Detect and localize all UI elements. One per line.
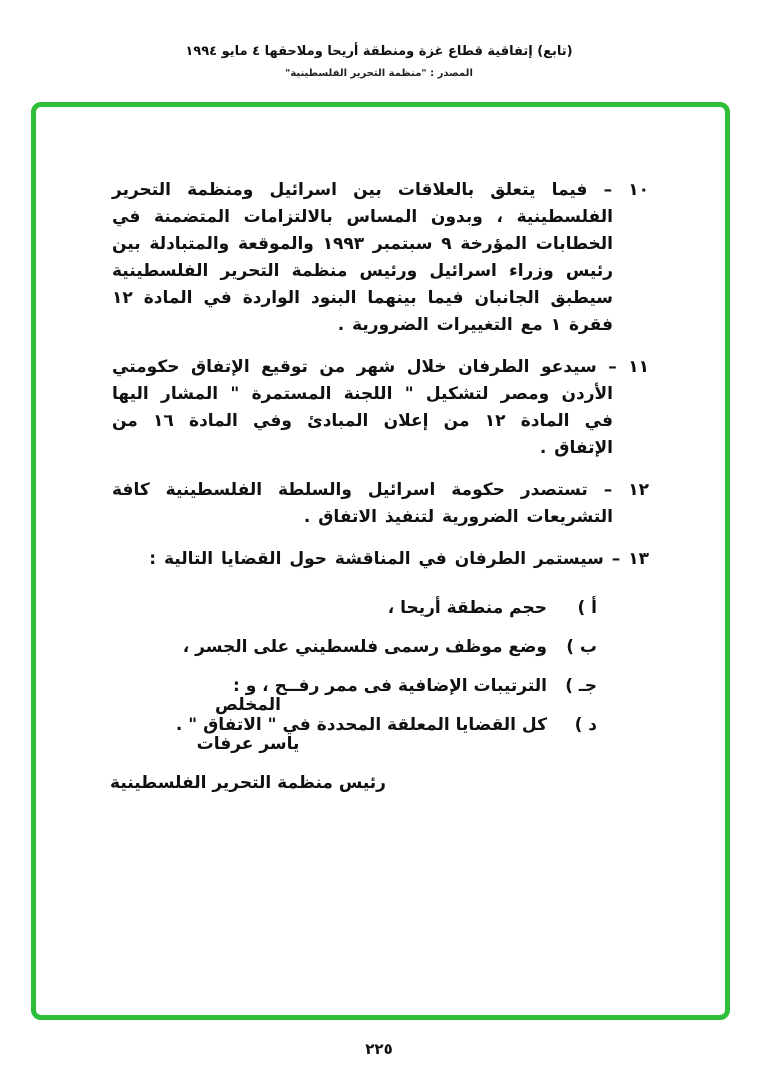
- paragraph-10: ١٠ – فيما يتعلق بالعلاقات بين اسرائيل ومنظمة التحرير الفلسطينية ، وبدون المساس بالالتزامات المتضمنة في الخطابات المؤرخة ٩ سبتمبر ١٩٩٣ والموقعة والمتبادلة بين رئيس وزراء اسرائيل ورئيس منظمة التحرير الفلسطينية سيطبق الجانبان فيما بينهما البنود الواردة في المادة ١٢ فقرة ١ مع التغييرات الضرورية .: [112, 180, 649, 335]
- list-item-b: [112, 634, 597, 660]
- signature-closing: المخلص: [215, 695, 281, 715]
- page-header: [0, 44, 758, 79]
- green-border-frame: [31, 102, 730, 1020]
- document-source: المصدر : "منظمة التحرير الفلسطينية": [285, 68, 473, 79]
- document-body: [112, 177, 649, 751]
- list-item-text: كل القضايا المعلقة المحددة في " الاتفاق " .: [175, 715, 547, 735]
- document-title: (تابع) إتفاقية قطاع غزة ومنطقة أريحا وملاحقها ٤ مايو ١٩٩٤: [185, 44, 573, 59]
- list-item-marker: جـ ): [565, 676, 597, 696]
- list-item-text: حجم منطقة أريحا ،: [387, 598, 547, 618]
- list-item-marker: ب ): [566, 637, 597, 657]
- list-item-a: [112, 595, 597, 621]
- signature-title: رئيس منظمة التحرير الفلسطينية: [110, 773, 386, 793]
- paragraph-13: ١٣ – سيستمر الطرفان في المناقشة حول القضايا التالية :: [149, 549, 649, 569]
- signature-block: [88, 695, 408, 812]
- page-number: ٢٢٥: [365, 1040, 393, 1058]
- paragraph-11: ١١ – سيدعو الطرفان خلال شهر من توقيع الإتفاق حكومتي الأردن ومصر لتشكيل " اللجنة المستمرة " المشار اليها في المادة ١٢ من إعلان المبادئ وفي المادة ١٦ من الإتفاق .: [112, 357, 649, 458]
- list-item-text: وضع موظف رسمى فلسطيني على الجسر ،: [182, 637, 547, 657]
- list-item-marker: أ ): [577, 598, 597, 618]
- list-item-marker: د ): [574, 715, 597, 735]
- list-item-text: الترتيبات الإضافية فى ممر رفــح ، و :: [232, 676, 547, 696]
- paragraph-12: ١٢ – تستصدر حكومة اسرائيل والسلطة الفلسطينية كافة التشريعات الضرورية لتنفيذ الاتفاق .: [112, 480, 649, 527]
- signature-name: ياسر عرفات: [196, 734, 300, 754]
